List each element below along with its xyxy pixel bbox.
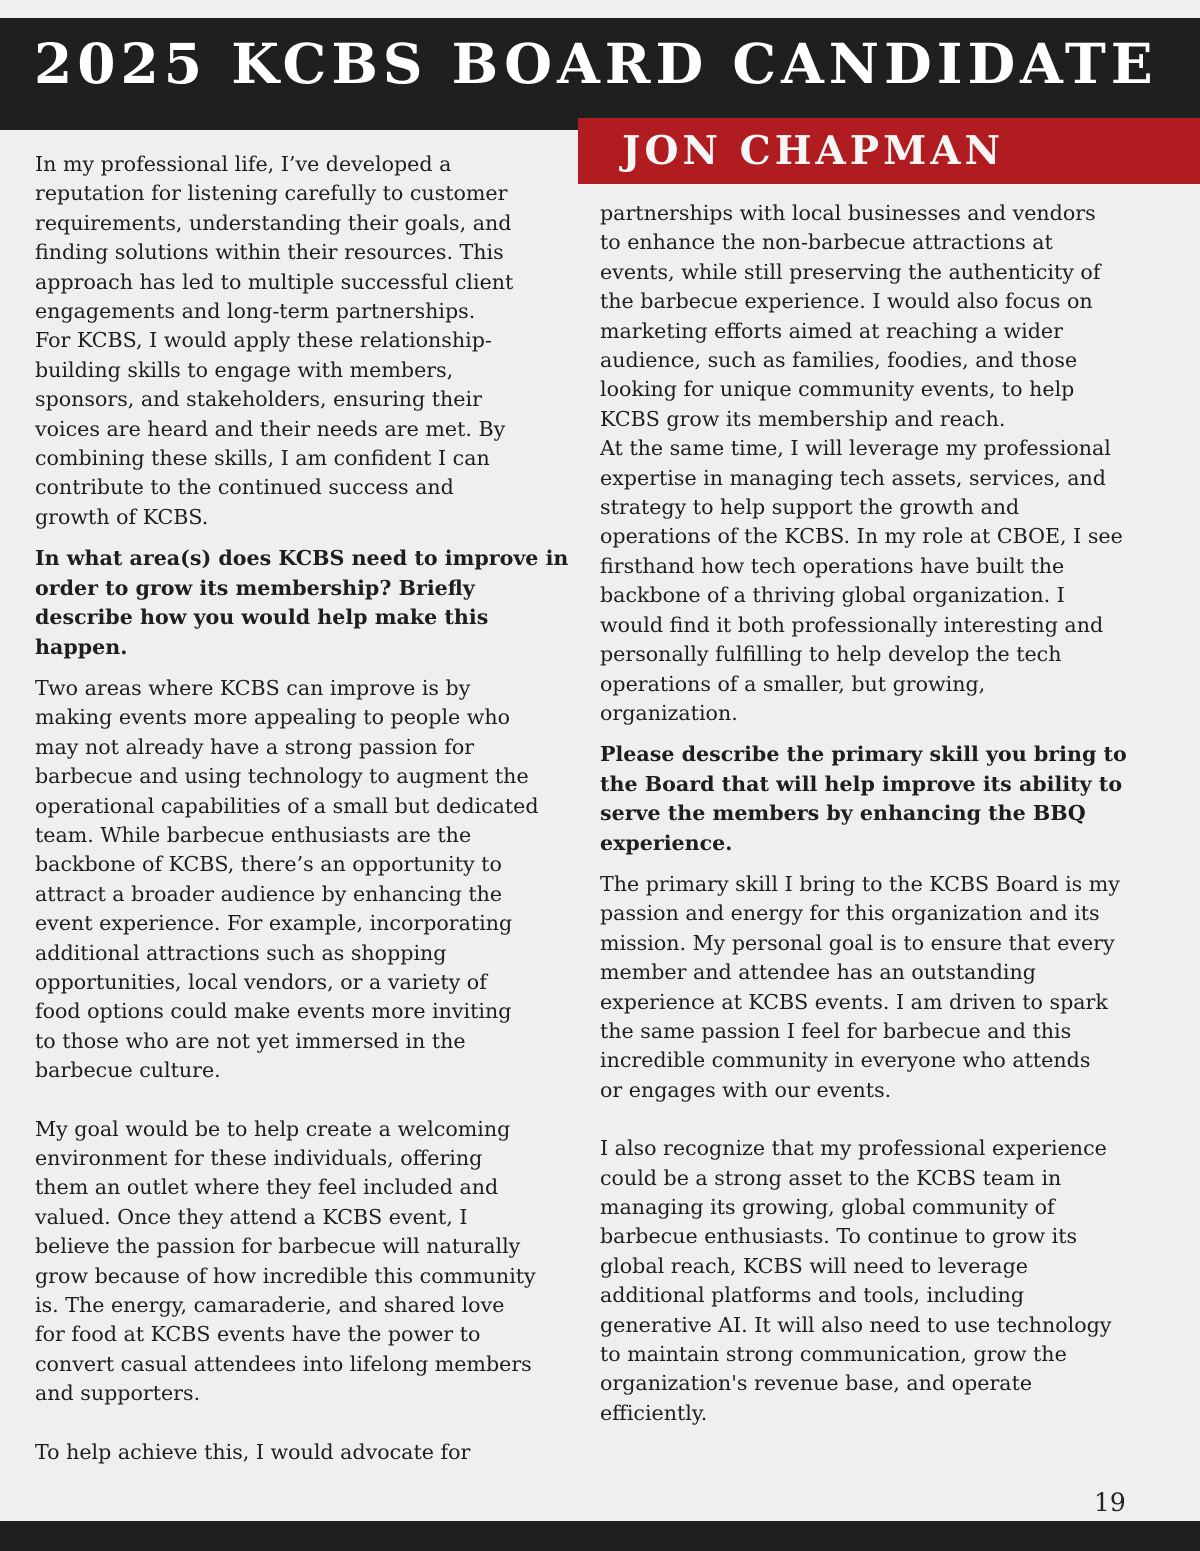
text-line: managing its growing, global community of bbox=[600, 1195, 1055, 1219]
answer-skill-paragraph-2 bbox=[600, 1134, 1145, 1428]
text-line: incredible community in everyone who attends bbox=[600, 1048, 1091, 1073]
text-line: finding solutions within their resources. This bbox=[35, 240, 504, 265]
right-column bbox=[600, 199, 1145, 1428]
text-line: to enhance the non-barbecue attractions at bbox=[600, 230, 1053, 255]
left-column bbox=[35, 150, 570, 1467]
text-line: firsthand how tech operations have built the bbox=[600, 553, 1065, 578]
text-line: mission. My personal goal is to ensure that every bbox=[600, 930, 1115, 955]
answer-membership-continued bbox=[600, 199, 1145, 728]
text-line: building skills to engage with members, bbox=[35, 357, 454, 382]
text-line: barbecue and using technology to augment the bbox=[35, 764, 529, 789]
text-line: environment for these individuals, offering bbox=[35, 1146, 483, 1170]
text-line: reputation for listening carefully to customer bbox=[35, 181, 508, 206]
text-line: passion and energy for this organization and its bbox=[600, 901, 1100, 926]
text-line: to those who are not yet immersed in the bbox=[35, 1028, 466, 1053]
text-line: making events more appealing to people who bbox=[35, 705, 511, 730]
text-line: generative AI. It will also need to use technology bbox=[600, 1312, 1112, 1337]
text-line: food options could make events more inviting bbox=[35, 999, 512, 1024]
page-title: 2025 KCBS BOARD CANDIDATE bbox=[34, 31, 1158, 96]
text-line: marketing efforts aimed at reaching a wider bbox=[600, 318, 1063, 343]
text-line: global reach, KCBS will need to leverage bbox=[600, 1253, 1028, 1278]
text-line: the same passion I feel for barbecue and this bbox=[600, 1018, 1072, 1043]
answer-skill-paragraph-1 bbox=[600, 870, 1145, 1105]
text-line: sponsors, and stakeholders, ensuring their bbox=[35, 387, 482, 412]
text-line: growth of KCBS. bbox=[35, 504, 209, 529]
text-line: combining these skills, I am confident I can bbox=[35, 446, 490, 471]
text-line: operations of the KCBS. In my role at CBOE, I see bbox=[600, 524, 1123, 549]
text-line: them an outlet where they feel included and bbox=[35, 1175, 499, 1200]
text-line: may not already have a strong passion for bbox=[35, 734, 475, 759]
text-line: additional platforms and tools, including bbox=[600, 1283, 1025, 1308]
text-line: member and attendee has an outstanding bbox=[600, 960, 1036, 985]
text-line: personally fulfilling to help develop the tech bbox=[600, 642, 1062, 667]
text-line: voices are heard and their needs are met. By bbox=[35, 416, 506, 441]
question-primary-skill bbox=[600, 740, 1145, 858]
text-line: is. The energy, camaraderie, and shared love bbox=[35, 1293, 505, 1318]
text-line: The primary skill I bring to the KCBS Board is my bbox=[600, 871, 1120, 896]
text-line: audience, such as families, foodies, and those bbox=[600, 348, 1078, 373]
text-line: organization. bbox=[600, 700, 738, 725]
text-line: barbecue enthusiasts. To continue to grow its bbox=[600, 1224, 1078, 1249]
text-line: KCBS grow its membership and reach. bbox=[600, 406, 1006, 431]
text-line: approach has led to multiple successful client bbox=[35, 269, 514, 294]
text-line: For KCBS, I would apply these relationship- bbox=[35, 328, 492, 353]
text-line: attract a broader audience by enhancing the bbox=[35, 881, 503, 906]
text-line: to maintain strong communication, grow the bbox=[600, 1342, 1067, 1367]
candidate-name: JON CHAPMAN bbox=[622, 128, 1005, 174]
text-line: additional attractions such as shopping bbox=[35, 940, 447, 965]
candidate-name-banner bbox=[578, 118, 1200, 184]
text-line: backbone of a thriving global organization. I bbox=[600, 583, 1065, 608]
text-line: strategy to help support the growth and bbox=[600, 495, 1020, 520]
text-line: At the same time, I will leverage my professional bbox=[600, 436, 1111, 461]
intro-paragraph bbox=[35, 150, 570, 532]
text-line: experience. bbox=[600, 830, 733, 855]
answer-membership-paragraph-1 bbox=[35, 674, 570, 1086]
text-line: happen. bbox=[35, 634, 128, 659]
text-line: operations of a smaller, but growing, bbox=[600, 671, 986, 696]
text-line: partnerships with local businesses and vendors bbox=[600, 201, 1096, 225]
text-line: serve the members by enhancing the BBQ bbox=[600, 801, 1086, 826]
text-line: and supporters. bbox=[35, 1381, 201, 1406]
text-line: for food at KCBS events have the power to bbox=[35, 1322, 481, 1347]
text-line: operational capabilities of a small but dedicated bbox=[35, 793, 539, 818]
text-line: convert casual attendees into lifelong members bbox=[35, 1351, 532, 1376]
text-line: opportunities, local vendors, or a variety of bbox=[35, 969, 487, 994]
text-line: event experience. For example, incorporating bbox=[35, 911, 513, 936]
text-line: I also recognize that my professional experience bbox=[600, 1136, 1107, 1161]
text-line: requirements, understanding their goals, and bbox=[35, 210, 512, 235]
text-line: the barbecue experience. I would also focus on bbox=[600, 289, 1093, 314]
text-line: describe how you would help make this bbox=[35, 605, 489, 630]
text-line: valued. Once they attend a KCBS event, I bbox=[35, 1204, 468, 1229]
text-line: In what area(s) does KCBS need to improve in bbox=[35, 546, 569, 571]
text-line: events, while still preserving the authenticity of bbox=[600, 259, 1101, 284]
text-line: would find it both professionally interesting and bbox=[600, 612, 1104, 637]
text-line: looking for unique community events, to help bbox=[600, 377, 1075, 402]
page-number: 19 bbox=[1094, 1488, 1126, 1517]
text-line: contribute to the continued success and bbox=[35, 475, 454, 500]
text-line: Two areas where KCBS can improve is by bbox=[35, 675, 471, 700]
text-line: organization's revenue base, and operate bbox=[600, 1371, 1033, 1396]
text-line: engagements and long-term partnerships. bbox=[35, 299, 476, 324]
text-line: To help achieve this, I would advocate for bbox=[35, 1439, 471, 1464]
text-line: could be a strong asset to the KCBS team in bbox=[600, 1165, 1062, 1190]
text-line: team. While barbecue enthusiasts are the bbox=[35, 822, 472, 847]
text-line: backbone of KCBS, there’s an opportunity to bbox=[35, 852, 502, 877]
text-line: My goal would be to help create a welcoming bbox=[35, 1116, 511, 1141]
text-line: In my professional life, I’ve developed a bbox=[35, 152, 452, 176]
text-line: grow because of how incredible this community bbox=[35, 1263, 536, 1288]
answer-membership-paragraph-3 bbox=[35, 1438, 570, 1467]
text-line: barbecue culture. bbox=[35, 1058, 221, 1083]
text-line: order to grow its membership? Briefly bbox=[35, 575, 475, 600]
text-line: expertise in managing tech assets, services, and bbox=[600, 465, 1106, 490]
text-line: or engages with our events. bbox=[600, 1077, 892, 1102]
footer-bar bbox=[0, 1521, 1200, 1551]
text-line: efficiently. bbox=[600, 1400, 708, 1425]
text-line: the Board that will help improve its ability to bbox=[600, 771, 1123, 796]
text-line: believe the passion for barbecue will naturally bbox=[35, 1234, 521, 1259]
question-membership bbox=[35, 544, 570, 662]
answer-membership-paragraph-2 bbox=[35, 1115, 570, 1409]
text-line: Please describe the primary skill you bring to bbox=[600, 742, 1127, 767]
text-line: experience at KCBS events. I am driven to spark bbox=[600, 989, 1108, 1014]
